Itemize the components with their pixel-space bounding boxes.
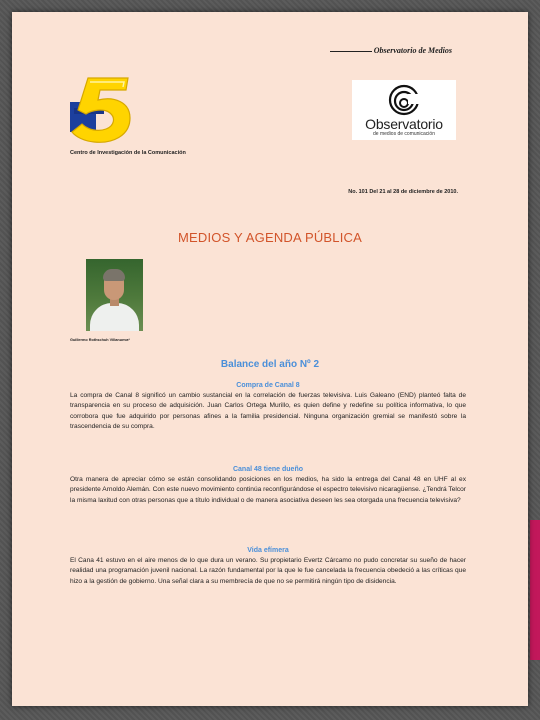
author-photo (86, 259, 143, 331)
observatorio-subtitle: de medios de comunicación (373, 131, 435, 137)
document-title: MEDIOS Y AGENDA PÚBLICA (177, 230, 363, 245)
header-rule (330, 51, 372, 52)
author-caption: Guillermo Rothschuh Villanueva* (70, 338, 130, 342)
publication-name: Observatorio de Medios (373, 46, 452, 55)
section-heading: Compra de Canal 8 (236, 382, 300, 389)
section-vida-efimera (70, 547, 466, 587)
section-body: Otra manera de apreciar cómo se están consolidando posiciones en los medios, ha sido la entrega del Canal 48 en UHF al ex presidente Arnoldo Alemán. Con este nuevo movimiento continúa reconfigurándose el espectro televisivo nicaragüense. ¿Tendrá Telcor la misma laxitud con otras personas que a título individual o de manera asociativa deseen les sea otorgada una frecuencia televisiva? (70, 476, 466, 504)
section-body: El Cana 41 estuvo en el aire menos de lo que dura un verano. Su propietario Evertz Cárcamo no pudo concretar su sueño de hacer realidad una programación juvenil nacional. La razón fundamental por la que le fue cancelada la frecuencia obedeció a las críticas que hizo a la gestión de gobierno. Una señal clara a su membrecía de que no se permitirá ningún tipo de disidencia. (70, 557, 466, 585)
publication-header (330, 46, 452, 55)
observatorio-wordmark: Observatorio (365, 116, 443, 132)
section-heading: Canal 48 tiene dueño (232, 466, 304, 473)
canal-5-logo (68, 74, 134, 146)
section-body: La compra de Canal 8 significó un cambio sustancial en la correlación de fuerzas televisiva. Luis Galeano (END) planteó falta de transparencia en su proceso de adquisición. Juan Carlos Ortega Murillo, es quien define y redefine su política informativa, lo que corrobora que fue adquirido por personas afines a la familia presidencial. Ninguna organización gremial se manifestó sobre la trascendencia de su compra. (70, 392, 466, 430)
section-compra-canal-8 (70, 382, 466, 432)
issue-number: No. 101 Del 21 al 28 de diciembre de 2010. (348, 189, 458, 195)
section-heading: Vida efímera (247, 547, 289, 554)
document-page (12, 12, 528, 706)
observatorio-logo (352, 80, 456, 140)
accent-bar (530, 520, 540, 660)
section-canal-48 (70, 466, 466, 506)
observatorio-mark-icon (388, 84, 420, 116)
institution-name: Centro de Investigación de la Comunicación (70, 150, 186, 156)
balance-heading: Balance del año Nº 2 (220, 359, 320, 370)
